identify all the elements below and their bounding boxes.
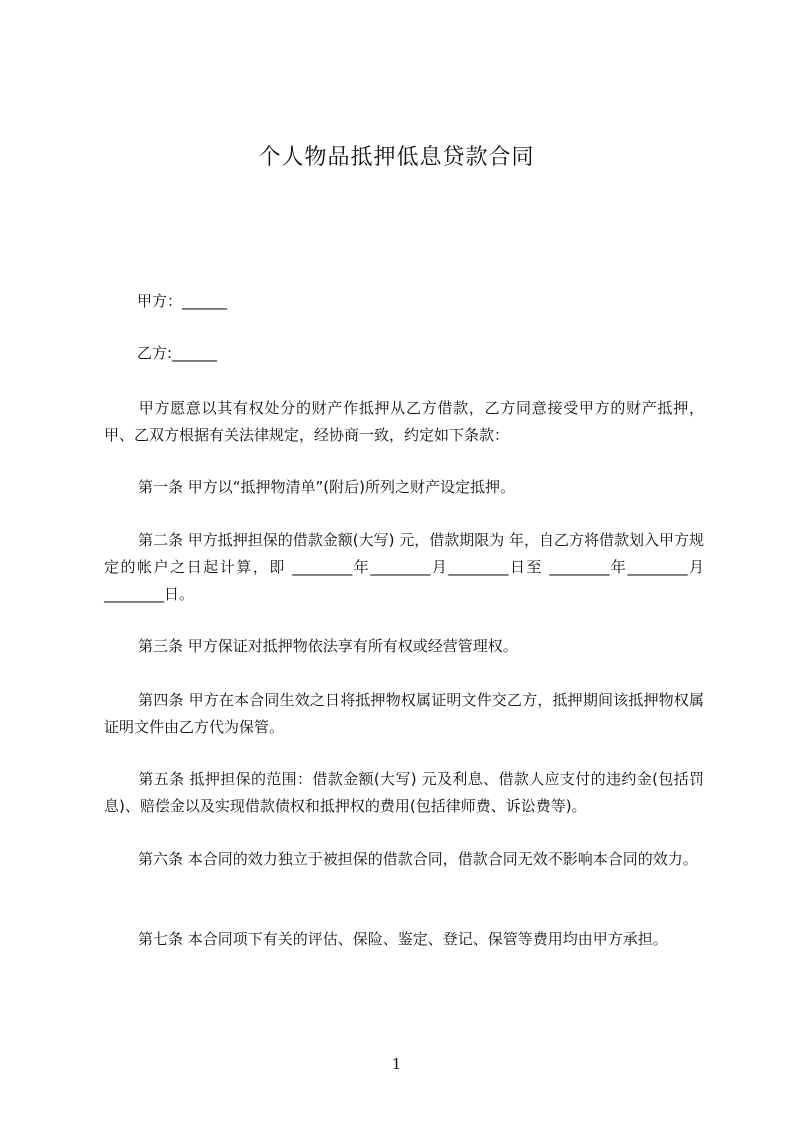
article-7 (104, 926, 704, 953)
article-4-text: 第四条 甲方在本合同生效之日将抵押物权属证明文件交乙方，抵押期间该抵押物权属证明文件由乙方代为保管。 (104, 691, 704, 736)
article-2-text: 第二条 甲方抵押担保的借款金额(大写) 元，借款期限为 年，自乙方将借款划入甲方规定的帐户之日起计算，即 ________年________月________日至 ________年________月________日。 (104, 531, 705, 603)
page-number: 1 (391, 1055, 402, 1073)
article-3 (104, 633, 704, 660)
article-5-text: 第五条 抵押担保的范围：借款金额(大写) 元及利息、借款人应支付的违约金(包括罚息)、赔偿金以及实现借款债权和抵押权的费用(包括律师费、诉讼费等)。 (104, 770, 704, 815)
party-a-line: 甲方：______ (137, 292, 228, 310)
preamble-text: 甲方愿意以其有权处分的财产作抵押从乙方借款，乙方同意接受甲方的财产抵押，甲、乙双方根据有关法律规定，经协商一致，约定如下条款： (104, 399, 704, 444)
party-b-line: 乙方:______ (137, 344, 218, 362)
article-4 (104, 687, 704, 741)
article-1 (104, 474, 704, 501)
article-3-text: 第三条 甲方保证对抵押物依法享有所有权或经营管理权。 (138, 637, 518, 655)
preamble-paragraph (104, 395, 704, 449)
article-6 (104, 846, 704, 873)
document-title: 个人物品抵押低息贷款合同 (258, 145, 535, 170)
article-1-text: 第一条 甲方以“抵押物清单”(附后)所列之财产设定抵押。 (138, 478, 516, 496)
article-7-text: 第七条 本合同项下有关的评估、保险、鉴定、登记、保管等费用均由甲方承担。 (138, 930, 668, 948)
article-5 (104, 766, 704, 820)
article-2 (104, 527, 704, 608)
article-6-text: 第六条 本合同的效力独立于被担保的借款合同，借款合同无效不影响本合同的效力。 (138, 850, 698, 868)
